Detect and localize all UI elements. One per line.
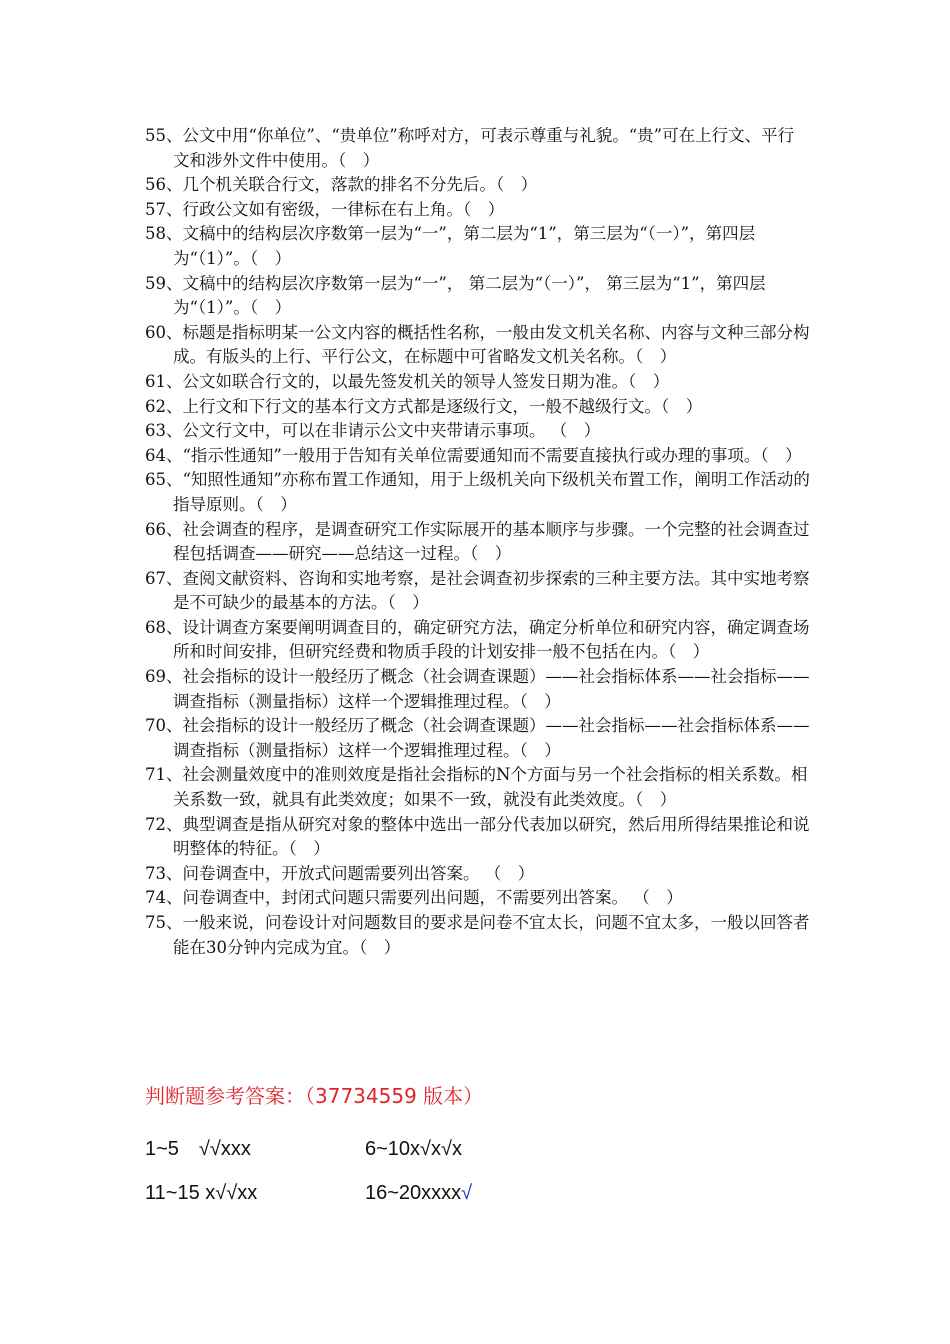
answer-row-2 (145, 1182, 472, 1205)
question-74: 74、问卷调查中，封闭式问题只需要列出问题，不需要列出答案。 （ ） (145, 888, 683, 908)
question-68: 68、设计调查方案要阐明调查目的，确定研究方法，确定分析单位和研究内容，确定调查场所和时间安排，但研究经费和物质手段的计划安排一般不包括在内。（ ） (145, 617, 810, 662)
question-70: 70、社会指标的设计一般经历了概念（社会调查课题）——社会指标——社会指标体系——调查指标（测量指标）这样一个逻辑推理过程。（ ） (145, 716, 810, 760)
question-60: 60、标题是指标明某一公文内容的概括性名称，一般由发文机关名称、内容与文种三部分构成。有版头的上行、平行公文，在标题中可省略发文机关名称。（ ） (145, 322, 810, 367)
question-58: 58、文稿中的结构层次序数第一层为“一”，第二层为“1”，第三层为“（一）”，第四层为“（1）”。（ ） (145, 224, 756, 268)
question-71: 71、社会测量效度中的准则效度是指社会指标的N个方面与另一个社会指标的相关系数。相关系数一致，就具有此类效度；如果不一致，就没有此类效度。（ ） (145, 765, 808, 810)
question-59: 59、文稿中的结构层次序数第一层为“一”， 第二层为“（一）”， 第三层为“1”，第四层为“（1）”。（ ） (145, 273, 766, 318)
question-62: 62、上行文和下行文的基本行文方式都是逐级行文，一般不越级行文。（ ） (145, 396, 703, 416)
question-67: 67、查阅文献资料、咨询和实地考察，是社会调查初步探索的三种主要方法。其中实地考察是不可缺少的最基本的方法。（ ） (145, 568, 810, 613)
question-75: 75、一般来说，问卷设计对问题数目的要求是问卷不宜太长，问题不宜太多，一般以回答者能在30分钟内完成为宜。（ ） (145, 913, 810, 957)
answer-11-15: 11~15 x√√xx (145, 1182, 258, 1204)
answer-key-title: 判断题参考答案：（37734559 版本） (145, 1084, 484, 1108)
question-61: 61、公文如联合行文的，以最先签发机关的领导人签发日期为准。（ ） (145, 371, 670, 391)
question-69: 69、社会指标的设计一般经历了概念（社会调查课题）——社会指标体系——社会指标——调查指标（测量指标）这样一个逻辑推理过程。（ ） (145, 667, 810, 711)
question-64: 64、“指示性通知”一般用于告知有关单位需要通知而不需要直接执行或办理的事项。（ ） (145, 445, 802, 465)
question-57: 57、行政公文如有密级，一律标在右上角。（ ） (145, 199, 505, 219)
answer-6-10: 6~10x√x√x (365, 1138, 463, 1160)
answer-row-1 (145, 1132, 462, 1161)
answer-16-20-last: √ (461, 1182, 473, 1204)
question-56: 56、几个机关联合行文，落款的排名不分先后。（ ） (145, 175, 538, 195)
question-63: 63、公文行文中，可以在非请示公文中夹带请示事项。 （ ） (145, 421, 601, 441)
question-65: 65、“知照性通知”亦称布置工作通知，用于上级机关向下级机关布置工作，阐明工作活动的指导原则。（ ） (145, 470, 810, 514)
question-72: 72、典型调查是指从研究对象的整体中选出一部分代表加以研究，然后用所得结果推论和说明整体的特征。（ ） (145, 814, 810, 859)
question-55: 55、公文中用“你单位”、“贵单位”称呼对方，可表示尊重与礼貌。“贵”可在上行文、平行文和涉外文件中使用。（ ） (145, 126, 795, 170)
question-list (145, 124, 810, 960)
answer-16-20: 16~20xxxx (365, 1182, 462, 1204)
question-73: 73、问卷调查中，开放式问题需要列出答案。 （ ） (145, 863, 535, 883)
answer-1-5: 1~5 √√xxx (145, 1138, 251, 1160)
question-66: 66、社会调查的程序，是调查研究工作实际展开的基本顺序与步骤。一个完整的社会调查过程包括调查——研究——总结这一过程。（ ） (145, 519, 810, 564)
